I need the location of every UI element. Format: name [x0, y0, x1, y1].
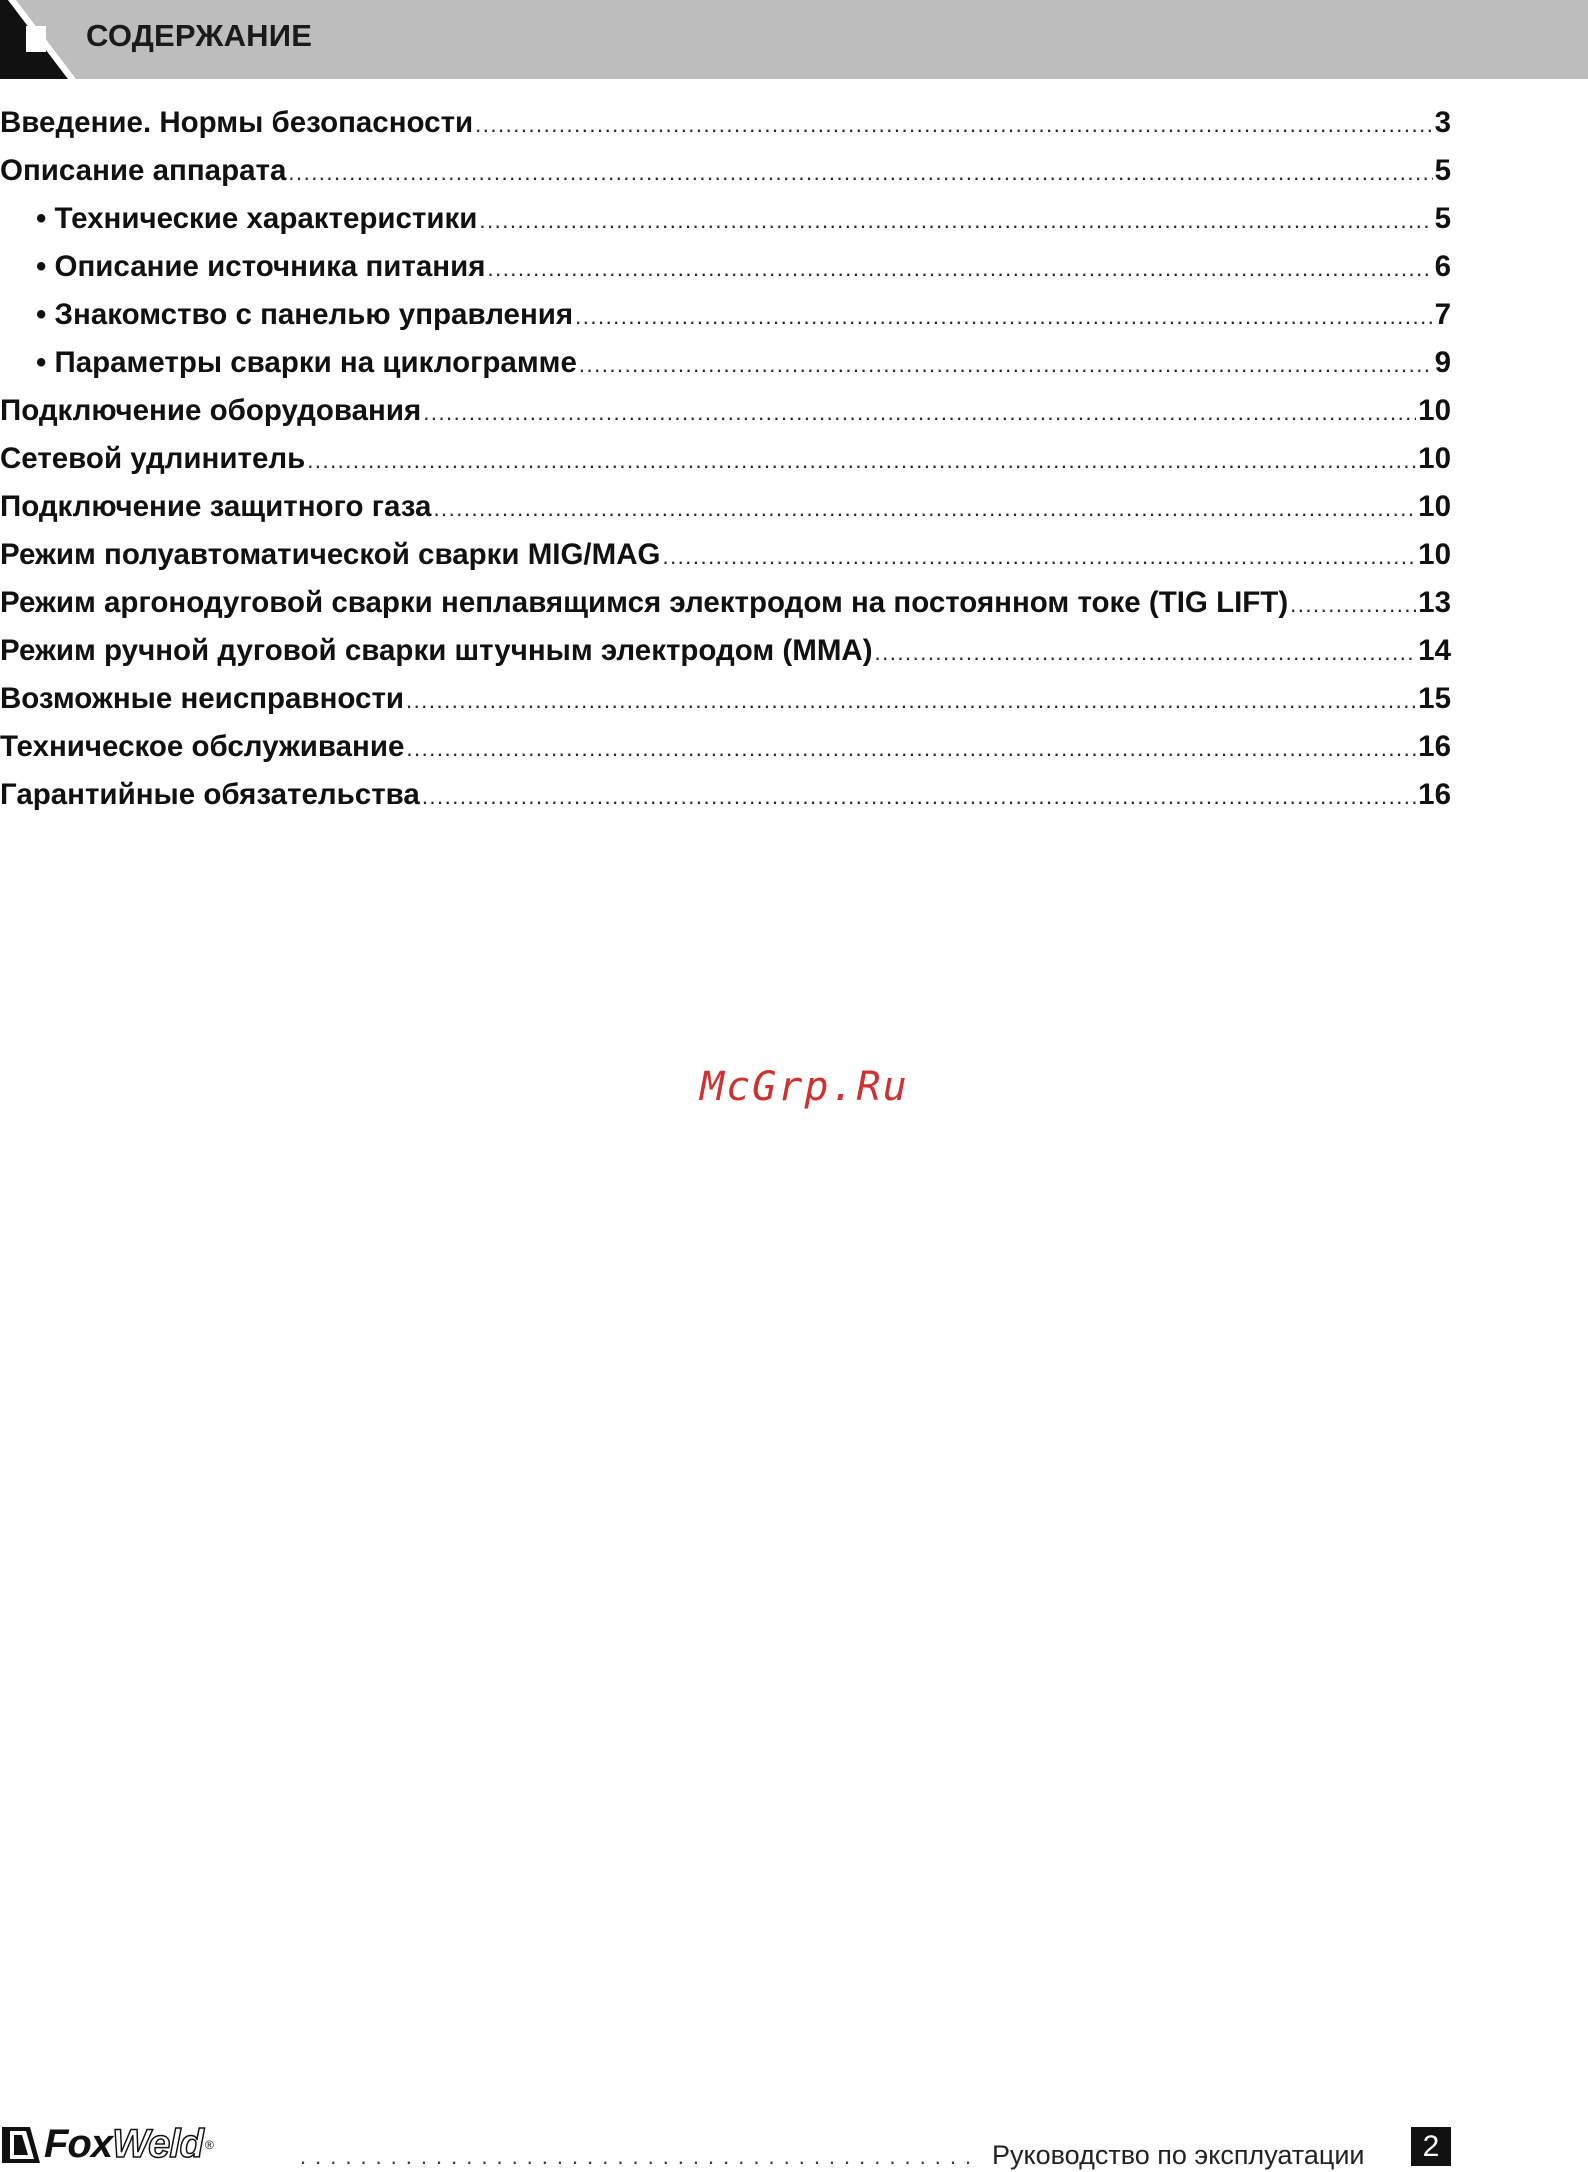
toc-entry-page: 10 [1418, 442, 1451, 475]
leader-dots [487, 256, 1432, 282]
toc-entry[interactable] [0, 394, 1451, 442]
toc-entry-label: Гарантийные обязательства [0, 778, 420, 811]
toc-entry[interactable] [0, 730, 1451, 778]
toc-entry-page: 13 [1418, 586, 1451, 619]
toc-entry-label: Режим ручной дуговой сварки штучным электродом (MMA) [0, 634, 873, 667]
toc-entry[interactable] [0, 298, 1451, 346]
leader-dots [433, 496, 1416, 522]
toc-entry[interactable] [0, 538, 1451, 586]
toc-entry-label: Режим аргонодуговой сварки неплавящимся электродом на постоянном токе (TIG LIFT) [0, 586, 1289, 619]
leader-dots [406, 688, 1416, 714]
leader-dots [579, 352, 1433, 378]
toc-entry-page: 10 [1418, 538, 1451, 571]
toc-entry-page: 5 [1434, 154, 1451, 187]
leader-dots [288, 160, 1432, 186]
brand-logo [0, 2122, 214, 2167]
brand-name-weld: Weld [112, 2122, 203, 2166]
watermark: McGrp.Ru [700, 1064, 909, 1110]
toc-entry[interactable] [0, 778, 1451, 826]
leader-dots [479, 208, 1432, 234]
toc-entry-label: Возможные неисправности [0, 682, 405, 715]
toc-entry[interactable] [0, 634, 1451, 682]
leader-dots [307, 448, 1416, 474]
toc-entry[interactable] [0, 442, 1451, 490]
page-number: 2 [1411, 2127, 1451, 2166]
toc-entry-label: Подключение оборудования [0, 394, 422, 427]
leader-dots [875, 640, 1417, 666]
toc-entry-label: • Описание источника питания [36, 250, 486, 283]
toc-entry-page: 7 [1434, 298, 1451, 331]
page-title: СОДЕРЖАНИЕ [86, 18, 313, 53]
toc-entry-page: 5 [1434, 202, 1451, 235]
toc-entry[interactable] [0, 106, 1451, 154]
corner-logo-icon [0, 0, 80, 79]
leader-dots [662, 544, 1416, 570]
section-header [0, 0, 1588, 79]
toc-entry-page: 10 [1418, 394, 1451, 427]
toc-entry[interactable] [0, 682, 1451, 730]
toc-entry-page: 10 [1418, 490, 1451, 523]
toc-entry[interactable] [0, 586, 1451, 634]
toc-entry-page: 15 [1418, 682, 1451, 715]
footer-leader-dots [300, 2144, 980, 2170]
leader-dots [422, 784, 1416, 810]
leader-dots [575, 304, 1432, 330]
toc-entry[interactable] [0, 250, 1451, 298]
toc-entry-label: • Параметры сварки на циклограмме [36, 346, 577, 379]
toc-entry-label: Техническое обслуживание [0, 730, 405, 763]
toc-entry[interactable] [0, 202, 1451, 250]
leader-dots [475, 112, 1432, 138]
registered-mark: ® [204, 2137, 214, 2152]
toc-entry-page: 6 [1434, 250, 1451, 283]
toc-entry-page: 9 [1434, 346, 1451, 379]
toc-entry-label: Подключение защитного газа [0, 490, 432, 523]
toc-entry-page: 3 [1434, 106, 1451, 139]
toc-entry[interactable] [0, 490, 1451, 538]
toc-entry-label: Режим полуавтоматической сварки MIG/MAG [0, 538, 661, 571]
table-of-contents [0, 106, 1451, 826]
toc-entry-label: Описание аппарата [0, 154, 287, 187]
toc-entry-label: • Технические характеристики [36, 202, 478, 235]
toc-entry[interactable] [0, 154, 1451, 202]
toc-entry-page: 16 [1418, 778, 1451, 811]
brand-name-fox: Fox [44, 2122, 113, 2166]
toc-entry-page: 14 [1418, 634, 1451, 667]
footer [0, 2118, 1451, 2172]
leader-dots [406, 736, 1416, 762]
toc-entry-label: Введение. Нормы безопасности [0, 106, 474, 139]
toc-entry[interactable] [0, 346, 1451, 394]
leader-dots [423, 400, 1416, 426]
footer-manual-title: Руководство по эксплуатации [992, 2140, 1365, 2170]
leader-dots [1290, 592, 1416, 618]
foxweld-mark-icon [0, 2123, 44, 2167]
toc-entry-page: 16 [1418, 730, 1451, 763]
toc-entry-label: • Знакомство с панелью управления [36, 298, 574, 331]
toc-entry-label: Сетевой удлинитель [0, 442, 306, 475]
